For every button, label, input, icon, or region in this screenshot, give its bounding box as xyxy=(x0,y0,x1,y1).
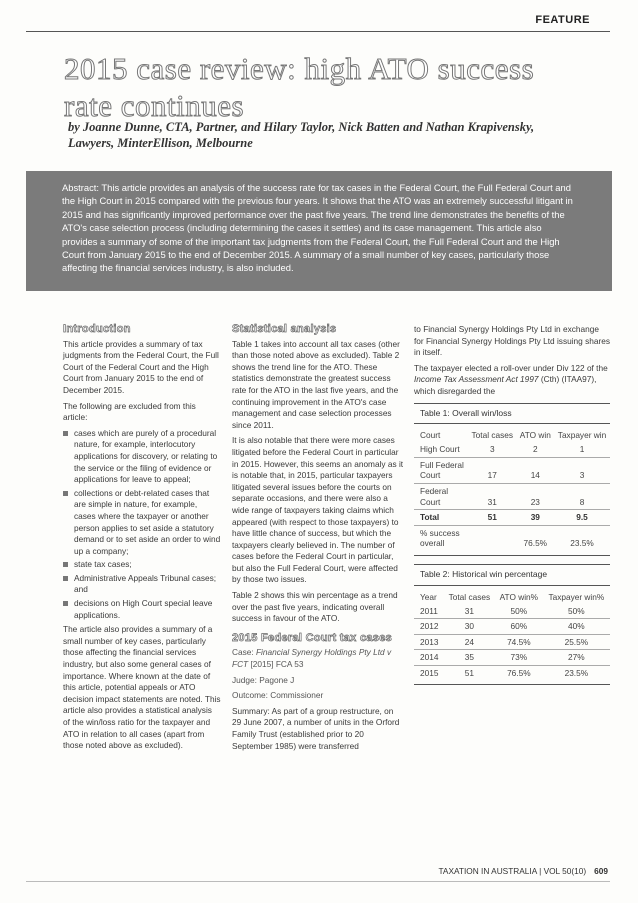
table-cell: 14 xyxy=(517,457,554,483)
table-cell: 30 xyxy=(444,619,495,635)
table-cell: 31 xyxy=(468,483,517,509)
table-cell: Federal Court xyxy=(414,483,468,509)
table-cell xyxy=(468,525,517,551)
introduction-heading: Introduction xyxy=(63,323,131,335)
column-introduction xyxy=(63,324,221,756)
table-cell: 27% xyxy=(543,650,610,666)
column-header: Total cases xyxy=(448,591,491,602)
statistics-heading: Statistical analysis xyxy=(232,323,337,335)
publication-info: TAXATION IN AUSTRALIA | VOL 50(10) xyxy=(438,866,587,876)
table-cell: 3 xyxy=(554,457,610,483)
table-cell: High Court xyxy=(414,442,468,457)
case-summary: Summary: As part of a group restructure, on 29 June 2007, a number of units in the Orford Family Trust (established prior to 20 September 1985) were transferred xyxy=(232,705,400,751)
table-row xyxy=(414,457,610,483)
column-header: ATO win% xyxy=(499,591,539,602)
table-cell: 24 xyxy=(444,634,495,650)
case-cite: [2015] FCA 53 xyxy=(248,659,304,670)
section-label: FEATURE xyxy=(535,14,590,26)
table-cell: 25.5% xyxy=(543,634,610,650)
list-item: Administrative Appeals Tribunal cases; and xyxy=(63,573,221,596)
case-label: Case: xyxy=(232,647,256,658)
article-title: 2015 case review: high ATO success rate continues xyxy=(64,51,535,123)
table-cell: 39 xyxy=(517,510,554,526)
table-cell: 2014 xyxy=(414,650,444,666)
top-divider xyxy=(26,31,610,32)
page-footer xyxy=(438,866,608,876)
list-item: collections or debt-related cases that are simple in nature, for example, cases where the taxpayer or another person applies to set aside a statutory demand or to set aside an order to wind up a company; xyxy=(63,488,221,558)
text-span: The taxpayer elected a roll-over under Div 122 of the xyxy=(414,362,608,373)
article-byline: by Joanne Dunne, CTA, Partner, and Hilary Taylor, Nick Batten and Nathan Krapivensky, Lawyers, MinterEllison, Melbourne xyxy=(68,120,535,150)
table-cell: 2015 xyxy=(420,667,439,678)
table-cell: 50% xyxy=(543,604,610,619)
cases-heading: 2015 Federal Court tax cases xyxy=(232,631,393,644)
case-name: Financial Synergy Holdings Pty Ltd v FCT xyxy=(232,647,392,670)
column-header: Total cases xyxy=(471,430,514,441)
table-cell: 51 xyxy=(464,667,474,678)
table-cell: 3 xyxy=(468,442,517,457)
column-continued xyxy=(414,324,610,693)
table-cell: 17 xyxy=(468,457,517,483)
introduction-paragraph: The following are excluded from this article: xyxy=(63,400,196,423)
table-cell: 35 xyxy=(444,650,495,666)
bottom-divider xyxy=(26,881,610,882)
table-cell: 76.5% xyxy=(507,667,531,678)
table-row-total xyxy=(414,510,610,526)
table-overall-win-loss xyxy=(414,403,610,556)
column-header: Court xyxy=(420,430,441,441)
table-row xyxy=(414,634,610,650)
act-name: Income Tax Assessment Act 1997 xyxy=(414,374,539,385)
column-header: Taxpayer win xyxy=(557,430,607,441)
table-cell: 2011 xyxy=(414,604,444,619)
table-cell: 60% xyxy=(495,619,543,635)
page-number: 609 xyxy=(594,866,608,876)
table-cell: Full Federal Court xyxy=(414,457,468,483)
table-cell: 2013 xyxy=(414,634,444,650)
table-row xyxy=(414,483,610,509)
table-historical-win-percentage xyxy=(414,564,610,686)
list-item: cases which are purely of a procedural nature, for example, interlocutory applications for discovery, or relating to the service or the filing of evidence or applications for leave to appeal; xyxy=(63,428,221,486)
table-cell: 2 xyxy=(517,442,554,457)
table-cell: 8 xyxy=(554,483,610,509)
table-cell: 9.5 xyxy=(554,510,610,526)
data-table xyxy=(414,426,610,551)
column-header: ATO win xyxy=(519,430,551,441)
statistics-paragraph: Table 1 takes into account all tax cases (other than those noted above as excluded). Table 2 shows the trend line for the ATO. These statistics demonstrate the greatest success rate for the ATO in the last five years, and the continuing improvement in the ATO's case management and case selection processes since 2011. xyxy=(232,338,400,430)
statistics-paragraph: Table 2 shows this win percentage as a trend over the past five years, indicating overall success in favour of the ATO. xyxy=(232,590,398,624)
table-cell: 51 xyxy=(468,510,517,526)
case-outcome: Outcome: Commissioner xyxy=(232,690,324,701)
column-statistics xyxy=(232,324,404,756)
table-row xyxy=(414,604,610,619)
statistics-paragraph: It is also notable that there were more cases litigated before the Federal Court in particular in 2015. However, this seems an anomaly as it is notable that, in 2015, particular taxpayers litigated several issues before the courts on separate occasions, and there were also a wide range of taxpayers taking claims which appeared (with respect to those taxpayers) to have little chance of success, but which the taxpayers clearly believed in. The number of cases before the Federal Court in particular, but also the Full Federal Court, were affected by those two issues. xyxy=(232,435,404,585)
table-cell: 23.5% xyxy=(564,667,589,678)
table-row xyxy=(414,525,610,551)
column-header: Year xyxy=(420,591,437,602)
introduction-paragraph: This article provides a summary of tax judgments from the Federal Court, the Full Court of the Federal Court and the High Court from January 2015 to the end of December 2015. xyxy=(63,338,219,395)
case-judge: Judge: Pagone J xyxy=(232,674,295,685)
table-title: Table 1: Overall win/loss xyxy=(414,404,610,425)
list-item: decisions on High Court special leave applications. xyxy=(63,598,221,621)
introduction-paragraph: The article also provides a summary of a small number of key cases, particularly those affecting the financial services industry, but also some general cases of importance. Where known at the date of this article, potential appeals or ATO decision impact statements are noted. This article also provides a statistical analysis of the win/loss ratio for the taxpayer and ATO in relation to all cases (apart from those noted above as excluded). xyxy=(63,624,221,751)
table-cell: 40% xyxy=(543,619,610,635)
table-row xyxy=(414,442,610,457)
table-cell: Total xyxy=(414,510,468,526)
table-row xyxy=(414,650,610,666)
column-header: Taxpayer win% xyxy=(548,591,605,602)
table-cell: 23.5% xyxy=(570,538,594,549)
table-cell: 76.5% xyxy=(523,538,548,549)
case-citation xyxy=(232,647,404,670)
abstract-text: Abstract: This article provides an analysis of the success rate for tax cases in the Federal Court, the Full Federal Court and the High Court in 2015 compared with the previous four years. It shows that the ATO was an extremely successful litigant in 2015 and has significantly improved performance over the past five years. The trend line demonstrates the benefits of the ATO's case selection process (including determining the cases it settles) and its case management. This article also provides a summary of some of the important tax judgments from the Federal Court, the Full Federal Court and the High Court from January 2015 to the end of December 2015. A summary of a small number of key cases, particularly those affecting the financial services industry, is also included. xyxy=(62,182,573,274)
table-cell: 74.5% xyxy=(495,634,543,650)
list-item: state tax cases; xyxy=(63,559,221,571)
table-cell: 23 xyxy=(517,483,554,509)
table-title: Table 2: Historical win percentage xyxy=(414,565,610,586)
data-table xyxy=(414,588,610,681)
table-row xyxy=(414,619,610,635)
table-cell: 50% xyxy=(495,604,543,619)
table-cell: 1 xyxy=(554,442,610,457)
table-row xyxy=(414,665,610,680)
table-cell: % success overall xyxy=(420,527,460,549)
case-continued-paragraph: to Financial Synergy Holdings Pty Ltd in exchange for Financial Synergy Holdings Pty Ltd issuing shares in itself. xyxy=(414,324,610,358)
case-continued-paragraph xyxy=(414,363,610,398)
text-span: (Cth) (ITAA97), which disregarded the xyxy=(414,374,597,396)
table-cell: 73% xyxy=(495,650,543,666)
table-cell: 2012 xyxy=(414,619,444,635)
exclusion-list xyxy=(63,428,221,622)
table-cell: 31 xyxy=(444,604,495,619)
